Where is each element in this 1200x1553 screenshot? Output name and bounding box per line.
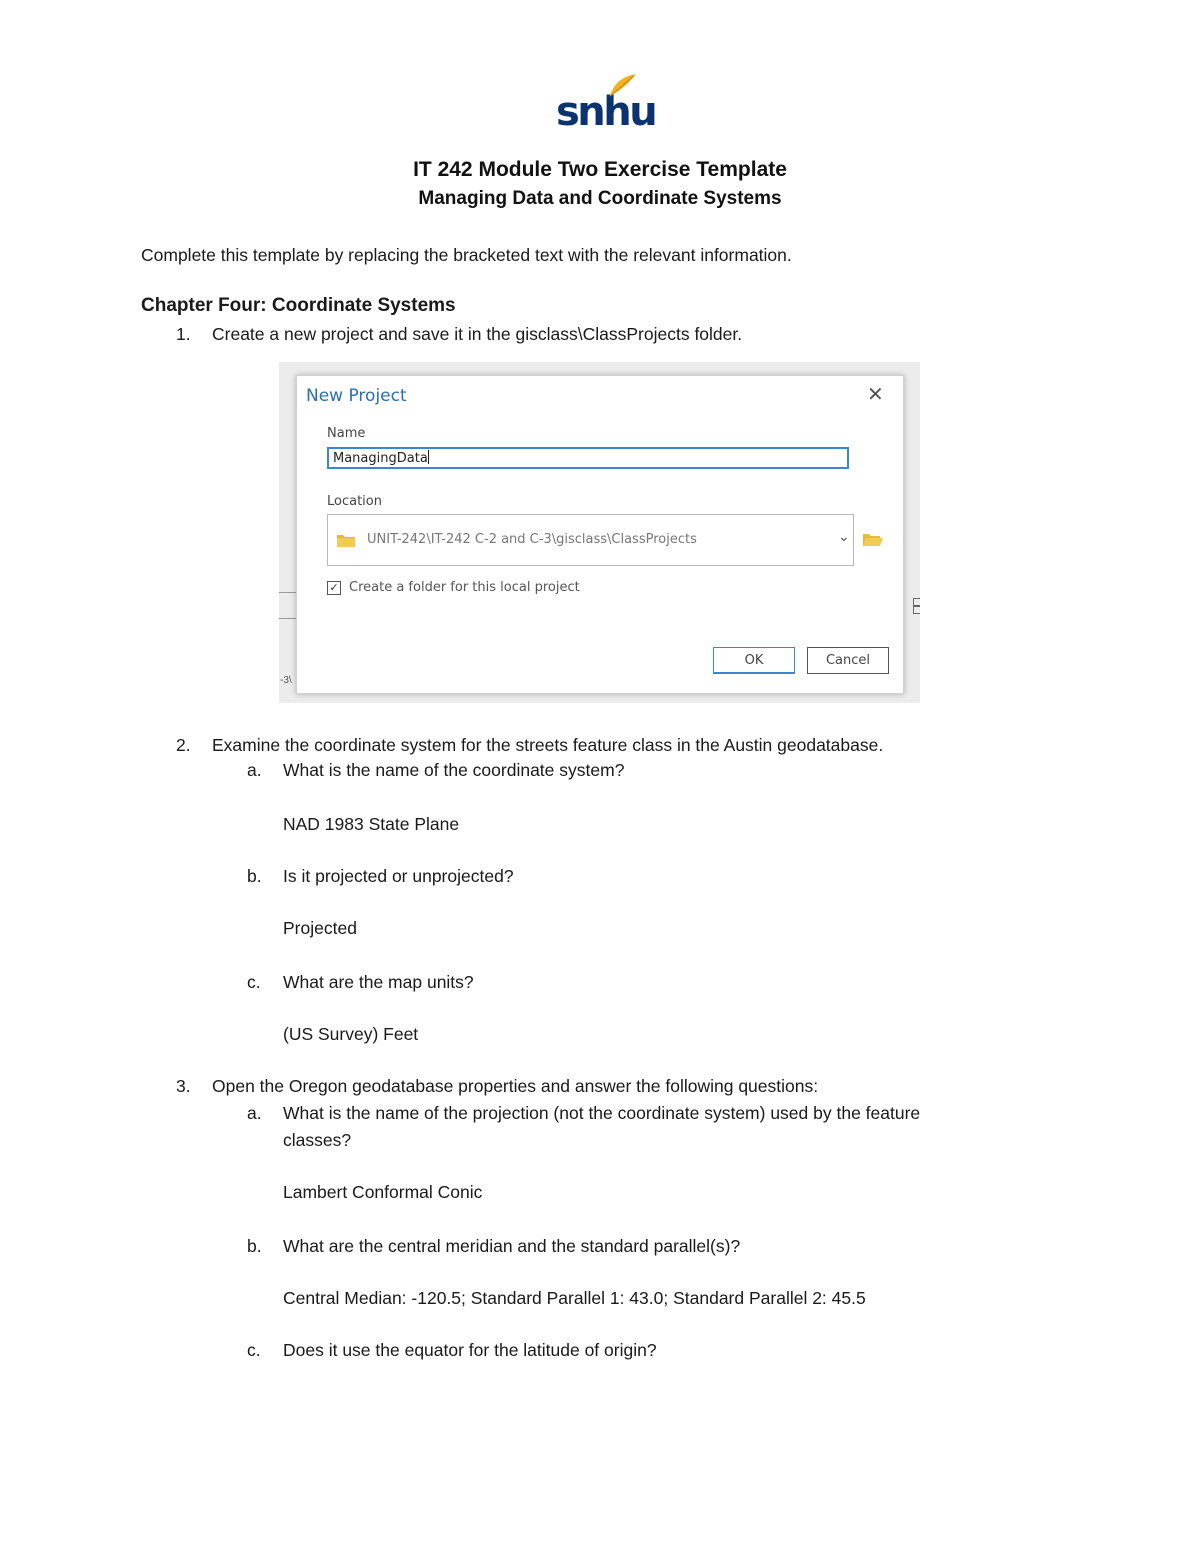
q3a-question-line1: What is the name of the projection (not the coordinate system) used by the feature [283, 1103, 921, 1123]
location-label: Location [327, 494, 382, 509]
q2a-letter: a. [247, 760, 262, 780]
q2c-question: What are the map units? [283, 972, 474, 992]
q3b-question: What are the central meridian and the standard parallel(s)? [283, 1236, 741, 1256]
intro-text: Complete this template by replacing the bracketed text with the relevant information. [141, 245, 792, 265]
folder-icon [337, 533, 355, 547]
q2b-letter: b. [247, 866, 262, 886]
document-subtitle: Managing Data and Coordinate Systems [418, 188, 782, 209]
cancel-button[interactable]: Cancel [807, 647, 889, 674]
name-label: Name [327, 426, 366, 441]
q3a-question-line2: classes? [283, 1130, 352, 1150]
q3c-question: Does it use the equator for the latitude of origin? [283, 1340, 657, 1360]
chevron-down-icon[interactable]: ⌄ [838, 529, 850, 545]
project-name-value: ManagingData [333, 451, 428, 466]
q2c-answer: (US Survey) Feet [283, 1024, 419, 1044]
q3-text: Open the Oregon geodatabase properties and answer the following questions: [212, 1076, 819, 1096]
q2-number: 2. [176, 735, 191, 755]
q1-text: Create a new project and save it in the gisclass\ClassProjects folder. [212, 324, 743, 344]
q2b-answer: Projected [283, 918, 357, 938]
text-caret [428, 450, 429, 464]
q3a-answer: Lambert Conformal Conic [283, 1182, 483, 1202]
q2a-answer: NAD 1983 State Plane [283, 814, 460, 834]
q3b-answer: Central Median: -120.5; Standard Parallel 1: 43.0; Standard Parallel 2: 45.5 [283, 1288, 866, 1308]
location-dropdown[interactable] [327, 514, 854, 566]
q3a-letter: a. [247, 1103, 262, 1123]
chapter-heading: Chapter Four: Coordinate Systems [141, 295, 456, 316]
restore-icon [913, 598, 920, 606]
q3-number: 3. [176, 1076, 191, 1096]
location-path: UNIT-242\IT-242 C-2 and C-3\gisclass\ClassProjects [367, 532, 697, 547]
close-icon[interactable]: ✕ [867, 382, 884, 406]
q2a-question: What is the name of the coordinate system? [283, 760, 625, 780]
create-folder-checkbox[interactable]: ✓ [327, 581, 341, 595]
q2b-question: Is it projected or unprojected? [283, 866, 514, 886]
q2c-letter: c. [247, 972, 261, 992]
snhu-logo [552, 72, 656, 136]
new-project-screenshot [279, 362, 920, 703]
logo-text: snhu [556, 89, 656, 135]
browse-folder-icon[interactable] [863, 532, 883, 546]
q1-number: 1. [176, 324, 191, 344]
q3c-letter: c. [247, 1340, 261, 1360]
background-text: -3\ [280, 675, 292, 686]
q3b-letter: b. [247, 1236, 262, 1256]
create-folder-label: Create a folder for this local project [349, 580, 580, 595]
dialog-title: New Project [306, 386, 407, 406]
q2-text: Examine the coordinate system for the streets feature class in the Austin geodatabase. [212, 735, 884, 755]
ok-button[interactable]: OK [713, 647, 795, 674]
project-name-input[interactable] [327, 447, 849, 469]
document-title: IT 242 Module Two Exercise Template [413, 158, 787, 181]
restore-icon [913, 606, 920, 614]
leaf-icon [606, 72, 638, 102]
new-project-dialog [296, 375, 904, 694]
